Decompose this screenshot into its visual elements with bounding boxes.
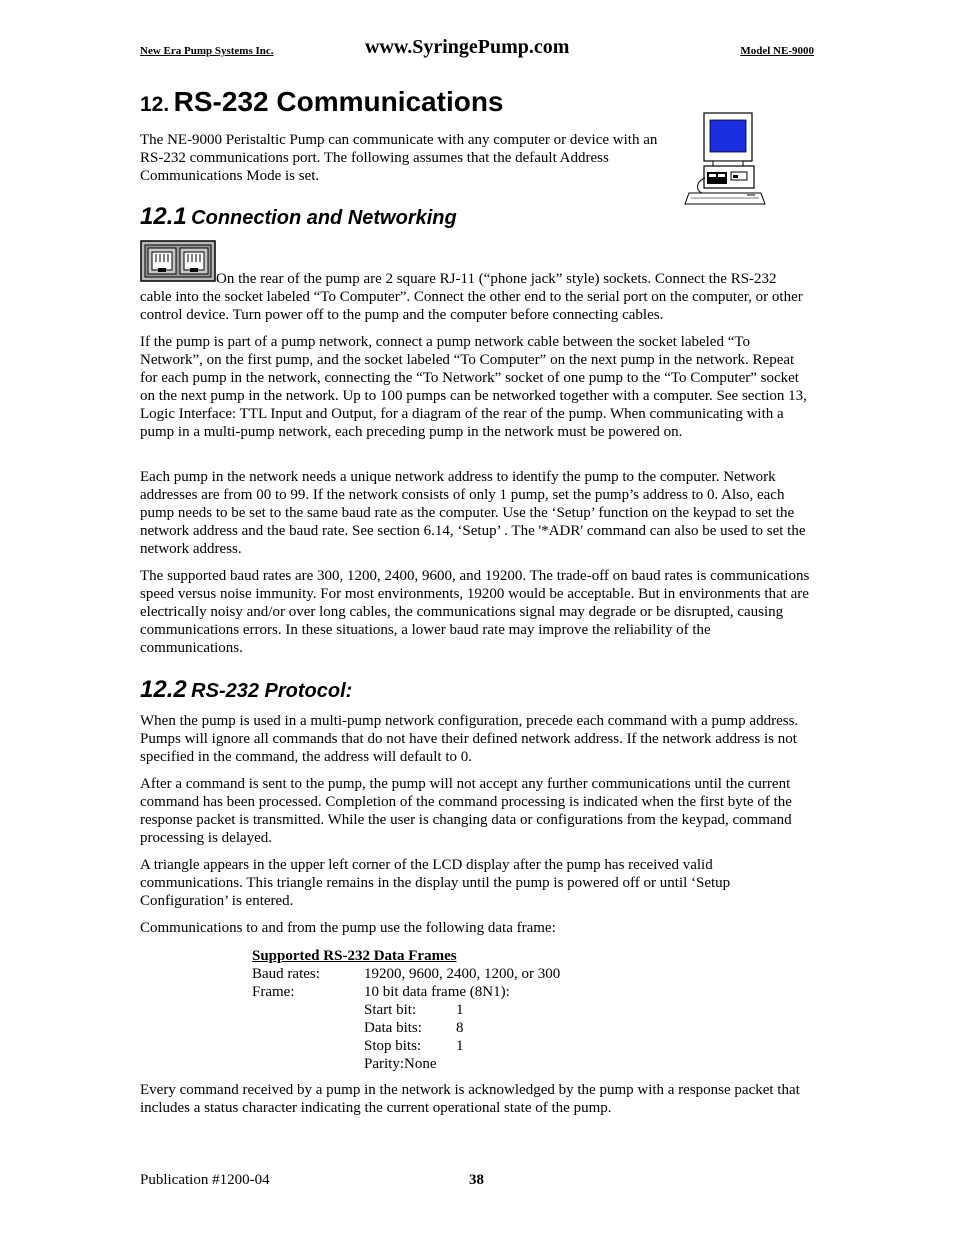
start-bit-label: Start bit: (364, 1002, 417, 1018)
paragraph-data-frame-intro: Communications to and from the pump use the following data frame: (140, 920, 556, 936)
data-bits-row (252, 1019, 560, 1037)
data-frames-title: Supported RS-232 Data Frames (252, 948, 457, 964)
header-model: Model NE-9000 (740, 45, 814, 57)
section-12-2-heading (140, 676, 352, 704)
section-12-1-title: Connection and Networking (191, 207, 457, 229)
header-company: New Era Pump Systems Inc. (140, 45, 274, 57)
section-12-number: 12. (140, 93, 170, 116)
section-12-2-number: 12.2 (140, 676, 187, 703)
computer-icon (683, 112, 767, 208)
paragraph-address: Each pump in the network needs a unique network address to identify the pump to the computer. Network addresses are from 00 to 99. If the network consists of only 1 pump, set the pump’s address to 0. Also, each pump needs to be set to the same baud rate as the computer. Use the ‘Setup’ function on the keypad to set the network address and the baud rate. See section 6.14, ‘Setup’ . The '*ADR' command can also be used to set the network address. (140, 469, 806, 557)
section-12-1-number: 12.1 (140, 203, 187, 230)
parity-value: Parity:None (364, 1056, 437, 1072)
baud-row (252, 965, 560, 983)
data-bits-label: Data bits: (364, 1020, 422, 1036)
paragraph-address-prefix: When the pump is used in a multi-pump network configuration, precede each command with a pump address. Pumps will ignore all commands that do not have their defined network address. If the network address is not specified in the command, the address will default to 0. (140, 713, 799, 765)
frame-value: 10 bit data frame (8N1): (364, 984, 510, 1000)
baud-label: Baud rates: (252, 966, 320, 982)
data-bits-value: 8 (456, 1020, 464, 1036)
header-website: www.SyringePump.com (365, 36, 570, 58)
paragraph-triangle: A triangle appears in the upper left corner of the LCD display after the pump has received valid communications. This triangle remains in the display until the pump is powered off or until ‘Setup Configuration’ is entered. (140, 857, 731, 909)
start-bit-row (252, 1001, 560, 1019)
paragraph-acknowledge: Every command received by a pump in the network is acknowledged by the pump with a response packet that includes a status character indicating the current operational state of the pump. (140, 1082, 800, 1116)
data-frames-table (252, 947, 560, 1073)
paragraph-processing: After a command is sent to the pump, the pump will not accept any further communications until the current command has been processed. Completion of the command processing is indicated when the first byte of the response packet is transmitted. While the user is changing data or configurations from the keypad, command processing is delayed. (140, 776, 792, 846)
start-bit-value: 1 (456, 1002, 464, 1018)
section-12-intro: The NE-9000 Peristaltic Pump can communicate with any computer or device with an RS-232 communications port. The following assumes that the default Address Communications Mode is set. (140, 132, 658, 184)
paragraph-baud: The supported baud rates are 300, 1200, 2400, 9600, and 19200. The trade-off on baud rates is communications speed versus noise immunity. For most environments, 19200 would be acceptable. But in environments that are electrically noisy and/or over long cables, the communications signal may degrade or be disrupted, causing communications errors. In these situations, a lower baud rate may improve the reliability of the communications. (140, 568, 810, 656)
frame-row (252, 983, 560, 1001)
stop-bits-value: 1 (456, 1038, 464, 1054)
section-12-1-heading (140, 203, 457, 231)
paragraph-connection: On the rear of the pump are 2 square RJ-11 (“phone jack” style) sockets. Connect the RS-232 cable into the socket labeled “To Computer”. Connect the other end to the serial port on the computer, or other control device. Turn power off to the pump and the computer before connecting cables. (140, 271, 803, 323)
section-12-heading (140, 86, 504, 118)
baud-value: 19200, 9600, 2400, 1200, or 300 (364, 966, 561, 982)
footer-page-number: 38 (469, 1172, 484, 1188)
stop-bits-row (252, 1037, 560, 1055)
stop-bits-label: Stop bits: (364, 1038, 422, 1054)
frame-label: Frame: (252, 984, 295, 1000)
footer-publication: Publication #1200-04 (140, 1172, 270, 1188)
parity-row (252, 1055, 560, 1073)
paragraph-network: If the pump is part of a pump network, connect a pump network cable between the socket labeled “To Network”, on the first pump, and the socket labeled “To Computer” on the next pump in the network. Repeat for each pump in the network, connecting the “To Network” socket of one pump to the “To Computer” socket on the next pump in the network. Up to 100 pumps can be networked together with a computer. See section 13, Logic Interface: TTL Input and Output, for a diagram of the rear of the pump. When communicating with a pump in a multi-pump network, each preceding pump in the network must be powered on. (140, 334, 807, 440)
section-12-title: RS-232 Communications (173, 86, 504, 117)
section-12-2-title: RS-232 Protocol: (191, 680, 353, 702)
